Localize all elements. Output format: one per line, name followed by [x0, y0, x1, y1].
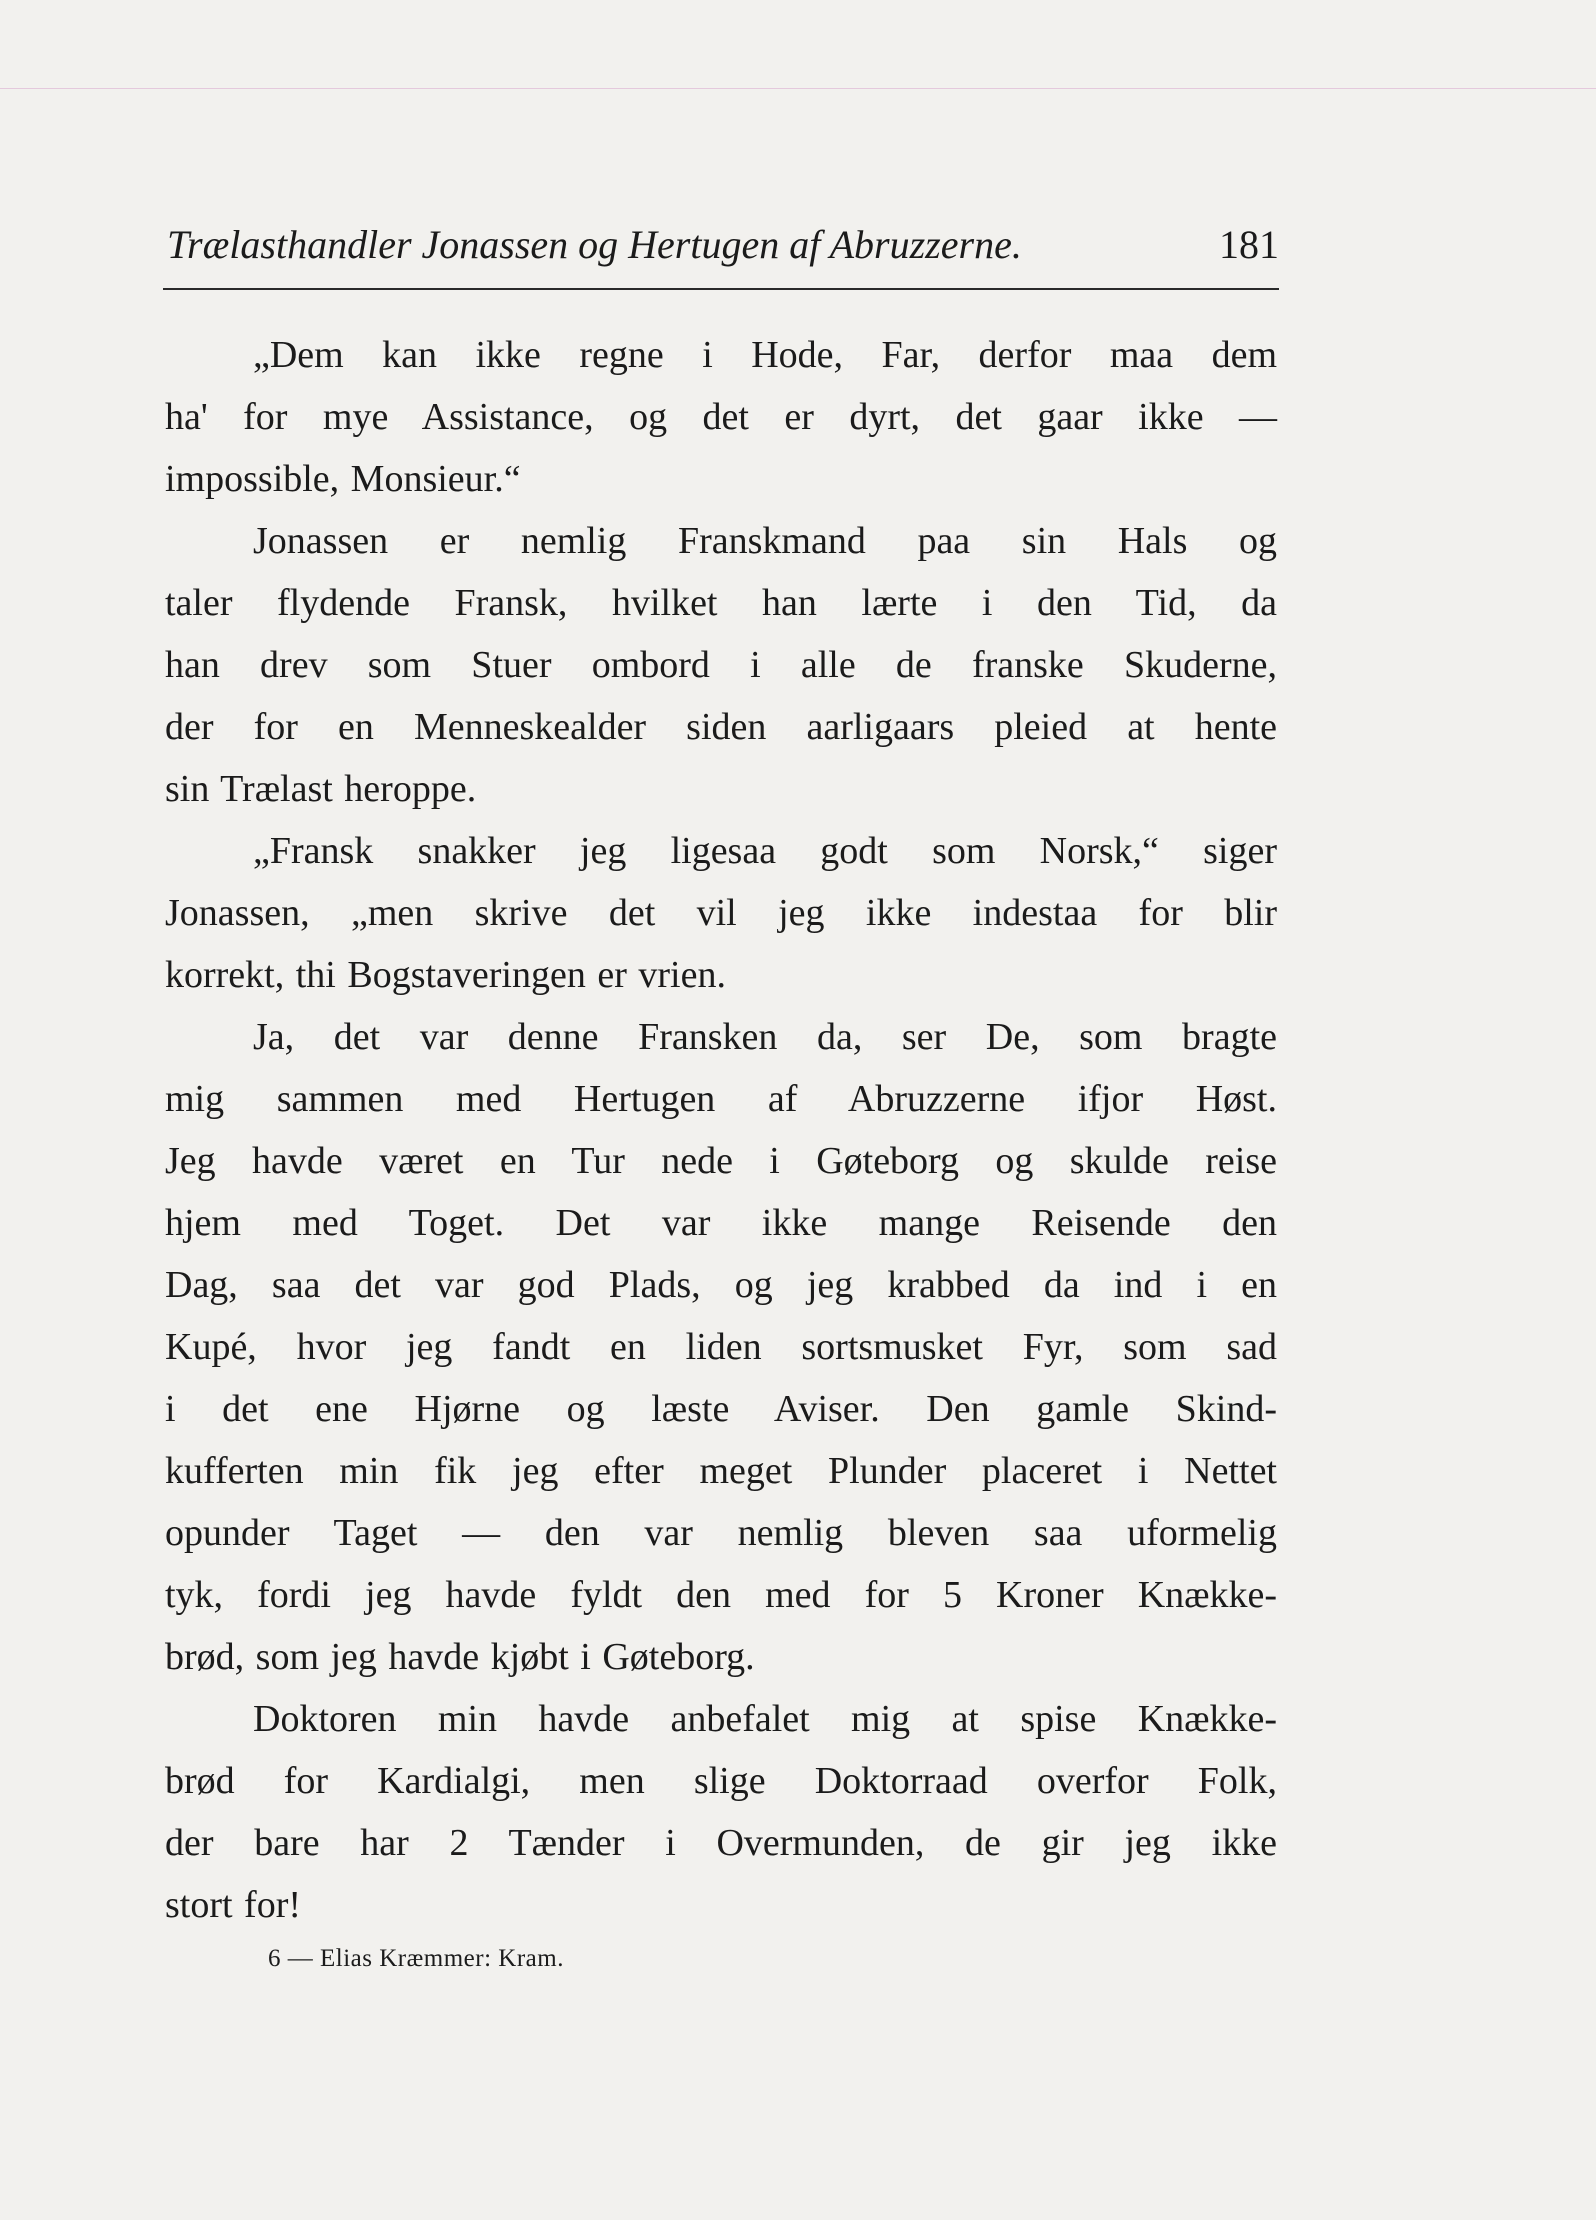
text-line: „Fransk snakker jeg ligesaa godt som Norsk,“ siger: [253, 830, 1277, 872]
text-line: Ja, det var denne Fransken da, ser De, som bragte: [253, 1016, 1277, 1058]
text-line: Kupé, hvor jeg fandt en liden sortsmusket Fyr, som sad: [165, 1326, 1277, 1368]
text-line: ha' for mye Assistance, og det er dyrt, det gaar ikke —: [165, 396, 1277, 438]
text-line: der for en Menneskealder siden aarligaars pleied at hente: [165, 706, 1277, 748]
text-line: i det ene Hjørne og læste Aviser. Den gamle Skind-: [165, 1388, 1277, 1430]
text-line: sin Trælast heroppe.: [165, 768, 477, 810]
text-line: der bare har 2 Tænder i Overmunden, de gir jeg ikke: [165, 1822, 1277, 1864]
text-line: Jonassen, „men skrive det vil jeg ikke indestaa for blir: [165, 892, 1277, 934]
text-line: taler flydende Fransk, hvilket han lærte i den Tid, da: [165, 582, 1277, 624]
text-line: korrekt, thi Bogstaveringen er vrien.: [165, 954, 726, 996]
text-line: stort for!: [165, 1884, 302, 1926]
running-title: Trælasthandler Jonassen og Hertugen af Abruzzerne.: [167, 222, 1022, 267]
text-line: tyk, fordi jeg havde fyldt den med for 5 Kroner Knække-: [165, 1574, 1277, 1616]
text-line: „Dem kan ikke regne i Hode, Far, derfor maa dem: [253, 334, 1277, 376]
header-rule: [163, 288, 1279, 290]
text-line: Jeg havde været en Tur nede i Gøteborg og skulde reise: [165, 1140, 1277, 1182]
running-header: [163, 222, 1279, 268]
text-line: hjem med Toget. Det var ikke mange Reisende den: [165, 1202, 1277, 1244]
text-line: Dag, saa det var god Plads, og jeg krabbed da ind i en: [165, 1264, 1277, 1306]
text-line: Doktoren min havde anbefalet mig at spise Knække-: [253, 1698, 1277, 1740]
page-number: 181: [1219, 222, 1279, 267]
signature-line: 6 — Elias Kræmmer: Kram.: [268, 1945, 564, 1972]
page-edge-line: [0, 88, 1596, 89]
text-line: impossible, Monsieur.“: [165, 458, 521, 500]
text-line: brød for Kardialgi, men slige Doktorraad overfor Folk,: [165, 1760, 1277, 1802]
text-line: kufferten min fik jeg efter meget Plunder placeret i Nettet: [165, 1450, 1277, 1492]
body-text: [165, 324, 1277, 1936]
text-line: opunder Taget — den var nemlig bleven saa uformelig: [165, 1512, 1277, 1554]
text-line: brød, som jeg havde kjøbt i Gøteborg.: [165, 1636, 755, 1678]
text-line: han drev som Stuer ombord i alle de franske Skuderne,: [165, 644, 1277, 686]
text-line: mig sammen med Hertugen af Abruzzerne ifjor Høst.: [165, 1078, 1277, 1120]
text-line: Jonassen er nemlig Franskmand paa sin Hals og: [253, 520, 1277, 562]
